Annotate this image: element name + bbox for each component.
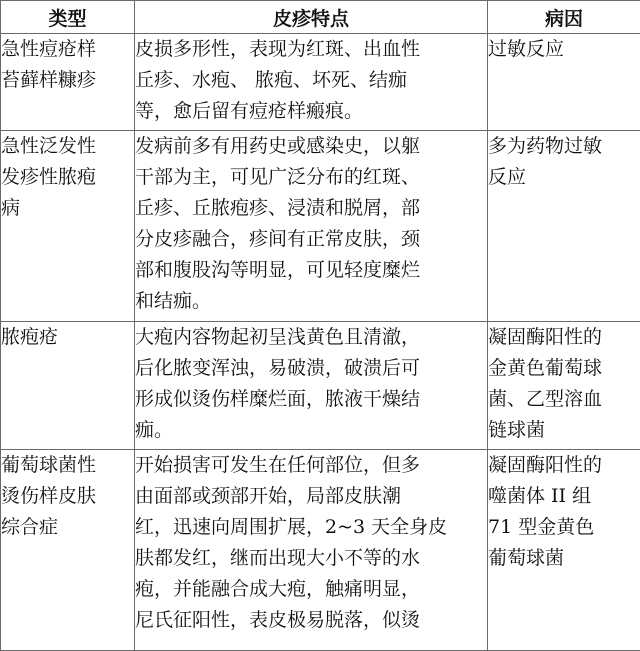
feature-line: 形成似烫伤样糜烂面，脓液干燥结 — [135, 384, 487, 415]
feature-line: 后化脓变浑浊，易破溃，破溃后可 — [135, 353, 487, 384]
cause-line: 过敏反应 — [488, 34, 640, 65]
feature-line: 分皮疹融合，疹间有正常皮肤，颈 — [135, 224, 487, 255]
table-row — [1, 34, 640, 131]
cause-line: 链球菌 — [488, 415, 640, 446]
feature-line: 红，迅速向周围扩展，2~3 天全身皮 — [135, 512, 487, 543]
feature-line: 部和腹股沟等明显，可见轻度糜烂 — [135, 255, 487, 286]
type-cell — [1, 450, 135, 651]
type-line: 葡萄球菌性 — [1, 450, 134, 481]
feature-line: 干部为主，可见广泛分布的红斑、 — [135, 162, 487, 193]
type-cell — [1, 322, 135, 450]
feature-cell — [135, 131, 488, 322]
table-row — [1, 322, 640, 450]
feature-line: 尼氏征阳性，表皮极易脱落，似烫 — [135, 605, 487, 636]
type-line: 病 — [1, 193, 134, 224]
feature-line: 发病前多有用药史或感染史，以躯 — [135, 131, 487, 162]
feature-line: 皮损多形性，表现为红斑、出血性 — [135, 34, 487, 65]
header-cause: 病因 — [488, 1, 640, 34]
cause-line: 金黄色葡萄球 — [488, 353, 640, 384]
cause-line: 71 型金黄色 — [488, 512, 640, 543]
cause-cell — [488, 322, 640, 450]
table-row — [1, 131, 640, 322]
feature-line: 丘疹、水疱、 脓疱、坏死、结痂 — [135, 65, 487, 96]
type-cell — [1, 131, 135, 322]
feature-cell — [135, 322, 488, 450]
cause-cell — [488, 450, 640, 651]
cause-cell — [488, 131, 640, 322]
cause-line: 多为药物过敏 — [488, 131, 640, 162]
table-row — [1, 450, 640, 651]
feature-line: 大疱内容物起初呈浅黄色且清澈， — [135, 322, 487, 353]
cause-line: 凝固酶阳性的 — [488, 322, 640, 353]
feature-cell — [135, 450, 488, 651]
header-row — [1, 1, 640, 34]
feature-line: 疱，并能融合成大疱，触痛明显， — [135, 574, 487, 605]
cause-line: 噬菌体 II 组 — [488, 481, 640, 512]
feature-line: 痂。 — [135, 415, 487, 446]
cause-line: 反应 — [488, 162, 640, 193]
type-line: 急性泛发性 — [1, 131, 134, 162]
cause-line: 菌、乙型溶血 — [488, 384, 640, 415]
type-line: 急性痘疮样 — [1, 34, 134, 65]
header-features: 皮疹特点 — [135, 1, 488, 34]
feature-line: 丘疹、丘脓疱疹、浸渍和脱屑，部 — [135, 193, 487, 224]
feature-line: 等，愈后留有痘疮样瘢痕。 — [135, 96, 487, 127]
feature-line: 开始损害可发生在任何部位，但多 — [135, 450, 487, 481]
type-line: 苔藓样糠疹 — [1, 65, 134, 96]
feature-cell — [135, 34, 488, 131]
header-type: 类型 — [1, 1, 135, 34]
feature-line: 由面部或颈部开始，局部皮肤潮 — [135, 481, 487, 512]
feature-line: 和结痂。 — [135, 286, 487, 317]
type-line: 脓疱疮 — [1, 322, 134, 353]
type-line: 综合症 — [1, 512, 134, 543]
cause-line: 葡萄球菌 — [488, 543, 640, 574]
type-line: 发疹性脓疱 — [1, 162, 134, 193]
feature-line: 肤都发红，继而出现大小不等的水 — [135, 543, 487, 574]
cause-cell — [488, 34, 640, 131]
type-cell — [1, 34, 135, 131]
cause-line: 凝固酶阳性的 — [488, 450, 640, 481]
type-line: 烫伤样皮肤 — [1, 481, 134, 512]
